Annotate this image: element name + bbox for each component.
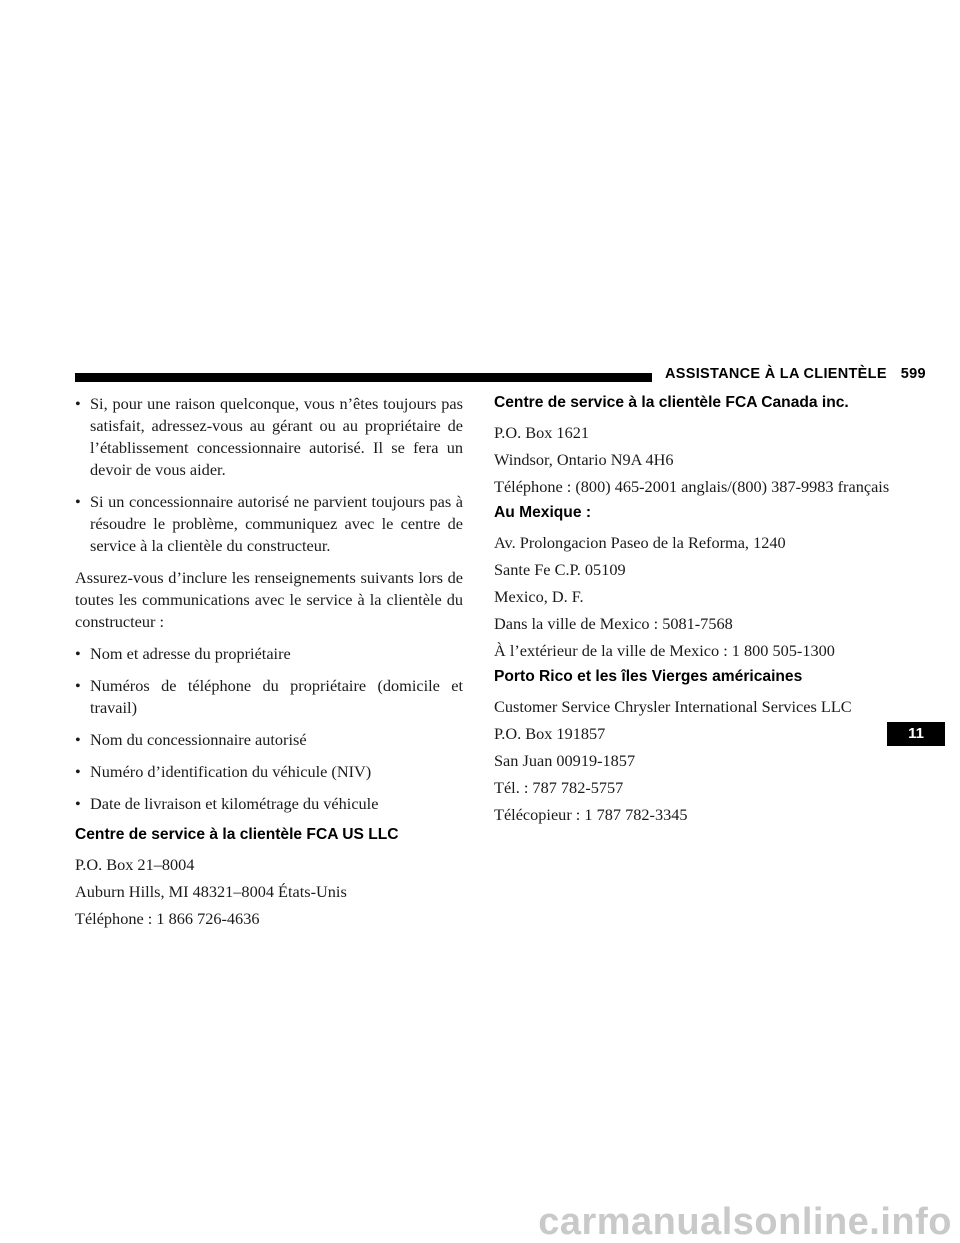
puerto-rico-address-line: San Juan 00919-1857	[494, 751, 636, 770]
list-item	[75, 643, 463, 665]
bullet-icon: •	[75, 676, 81, 695]
puerto-rico-address-line: Customer Service Chrysler International Services LLC	[494, 697, 852, 716]
list-item	[75, 675, 463, 719]
running-header	[665, 366, 926, 382]
bullet-icon: •	[75, 794, 81, 813]
header-rule	[75, 373, 652, 382]
list-item	[75, 491, 463, 557]
mexico-heading: Au Mexique :	[494, 504, 592, 521]
us-address-line: Auburn Hills, MI 48321–8004 États-Unis	[75, 882, 347, 901]
mexico-address-line: Mexico, D. F.	[494, 587, 584, 606]
bullet-icon: •	[75, 730, 81, 749]
list-item-text: Si, pour une raison quelconque, vous n’êtes toujours pas satisfait, adressez-vous au gérant ou au propriétaire de l’établissement concessionnaire autorisé. Il se fera un devoir de vous aider.	[90, 394, 463, 479]
bullet-icon: •	[75, 762, 81, 781]
list-item-text: Nom du concessionnaire autorisé	[90, 730, 307, 749]
list-item	[75, 393, 463, 481]
list-item-text: Nom et adresse du propriétaire	[90, 644, 291, 663]
bullet-icon: •	[75, 492, 81, 511]
watermark: carmanualsonline.info	[0, 1203, 960, 1242]
bullet-icon: •	[75, 394, 81, 413]
bullet-icon: •	[75, 644, 81, 663]
us-address-line: P.O. Box 21–8004	[75, 855, 195, 874]
list-item-text: Date de livraison et kilométrage du véhicule	[90, 794, 379, 813]
mexico-address-line: Av. Prolongacion Paseo de la Reforma, 1240	[494, 533, 786, 552]
puerto-rico-phone-line: Tél. : 787 782-5757	[494, 778, 624, 797]
canada-address-line: Windsor, Ontario N9A 4H6	[494, 450, 674, 469]
right-column	[494, 393, 894, 831]
puerto-rico-fax-line: Télécopieur : 1 787 782-3345	[494, 805, 688, 824]
canada-phone-line: Téléphone : (800) 465-2001 anglais/(800) 387-9983 français	[494, 477, 890, 496]
list-item-text: Numéro d’identification du véhicule (NIV)	[90, 762, 372, 781]
us-service-heading: Centre de service à la clientèle FCA US LLC	[75, 826, 399, 843]
info-paragraph: Assurez-vous d’inclure les renseignements suivants lors de toutes les communications avec le service à la clientèle du constructeur :	[75, 568, 463, 631]
canada-service-heading: Centre de service à la clientèle FCA Canada inc.	[494, 394, 849, 411]
left-column	[75, 393, 463, 935]
canada-address-line: P.O. Box 1621	[494, 423, 589, 442]
list-item	[75, 729, 463, 751]
mexico-phone-line: Dans la ville de Mexico : 5081-7568	[494, 614, 733, 633]
mexico-address-line: Sante Fe C.P. 05109	[494, 560, 626, 579]
section-title: ASSISTANCE À LA CLIENTÈLE	[665, 366, 887, 382]
list-item-text: Numéros de téléphone du propriétaire (domicile et travail)	[90, 676, 463, 717]
list-item-text: Si un concessionnaire autorisé ne parvient toujours pas à résoudre le problème, communiquez avec le centre de service à la clientèle du constructeur.	[90, 492, 463, 555]
list-item	[75, 793, 463, 815]
us-phone-line: Téléphone : 1 866 726-4636	[75, 909, 260, 928]
puerto-rico-heading: Porto Rico et les îles Vierges américaines	[494, 668, 803, 685]
list-item	[75, 761, 463, 783]
mexico-phone-line: À l’extérieur de la ville de Mexico : 1 800 505-1300	[494, 641, 835, 660]
page-number: 599	[900, 366, 926, 382]
chapter-tab: 11	[887, 722, 945, 746]
puerto-rico-address-line: P.O. Box 191857	[494, 724, 606, 743]
